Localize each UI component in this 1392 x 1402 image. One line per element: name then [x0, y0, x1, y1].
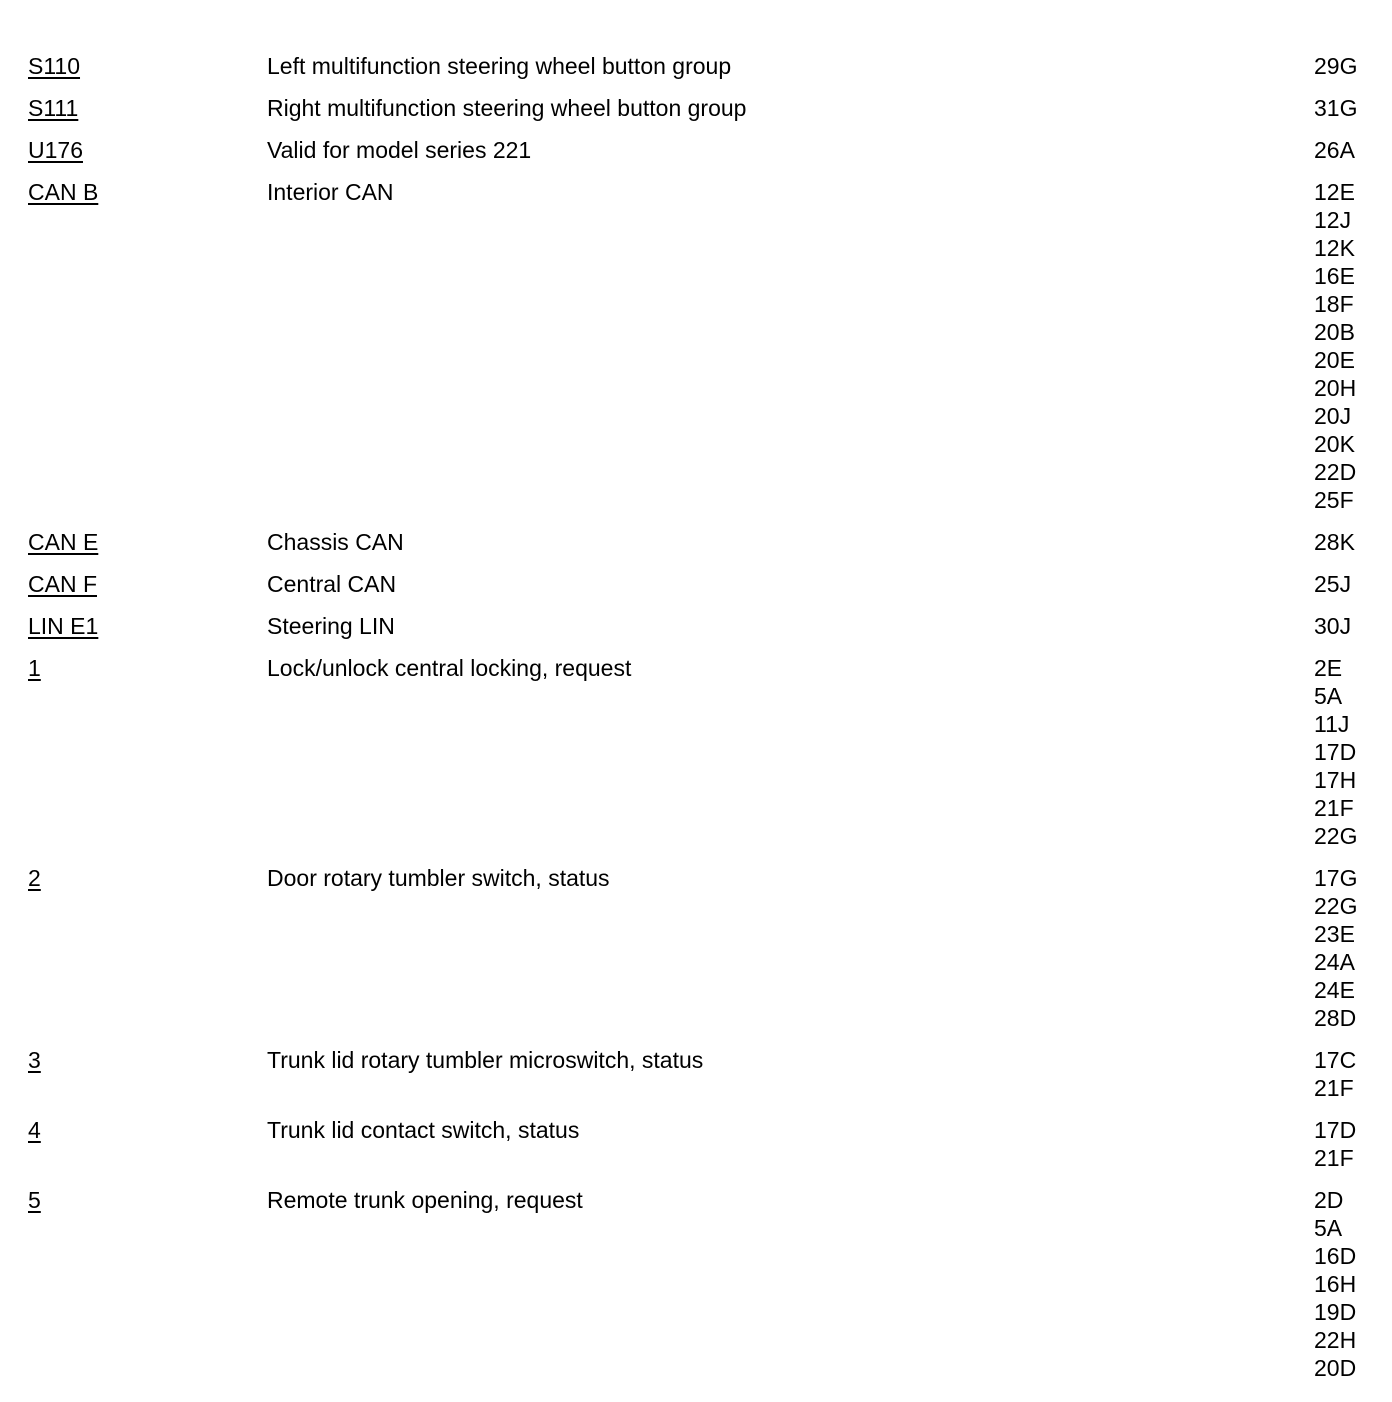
grid-reference-list [1314, 864, 1368, 1032]
grid-reference-list [1314, 52, 1368, 80]
grid-reference: 26A [1314, 137, 1355, 163]
grid-reference: 12J [1314, 207, 1352, 233]
legend-code-link[interactable]: 1 [28, 655, 41, 681]
grid-reference-list [1314, 178, 1368, 514]
grid-reference: 17D [1314, 739, 1357, 765]
legend-entry [28, 1186, 1368, 1382]
legend-description: Trunk lid rotary tumbler microswitch, status [267, 1047, 704, 1073]
grid-reference: 22G [1314, 893, 1358, 919]
grid-reference: 19D [1314, 1299, 1357, 1325]
grid-reference: 16H [1314, 1271, 1357, 1297]
grid-reference: 2D [1314, 1187, 1344, 1213]
legend-entry [28, 654, 1368, 850]
grid-reference-list [1314, 94, 1368, 122]
legend-code-link[interactable]: 5 [28, 1187, 41, 1213]
grid-reference: 21F [1314, 795, 1354, 821]
grid-reference: 22D [1314, 459, 1357, 485]
grid-reference: 28K [1314, 529, 1355, 555]
grid-reference-list [1314, 570, 1368, 598]
legend-entry [28, 178, 1368, 514]
grid-reference-list [1314, 528, 1368, 556]
legend-description: Central CAN [267, 571, 397, 597]
legend-entry [28, 864, 1368, 1032]
legend-description: Remote trunk opening, request [267, 1187, 583, 1213]
grid-reference-list [1314, 136, 1368, 164]
legend-code-link[interactable]: S110 [28, 53, 81, 79]
legend-entry [28, 94, 1368, 122]
legend-entry [28, 52, 1368, 80]
grid-reference-list [1314, 654, 1368, 850]
legend-code-link[interactable]: CAN F [28, 571, 97, 597]
grid-reference: 17H [1314, 767, 1357, 793]
legend-code-link[interactable]: CAN E [28, 529, 99, 555]
legend-entry [28, 1046, 1368, 1102]
grid-reference-list [1314, 1116, 1368, 1172]
legend-entry [28, 1116, 1368, 1172]
legend-description: Chassis CAN [267, 529, 404, 555]
grid-reference: 18F [1314, 291, 1354, 317]
grid-reference: 24A [1314, 949, 1355, 975]
grid-reference: 12K [1314, 235, 1355, 261]
grid-reference: 22H [1314, 1327, 1357, 1353]
legend-code-link[interactable]: U176 [28, 137, 83, 163]
legend-code-link[interactable]: S111 [28, 95, 79, 121]
grid-reference: 22G [1314, 823, 1358, 849]
grid-reference: 5A [1314, 683, 1343, 709]
legend-entry [28, 528, 1368, 556]
legend-description: Steering LIN [267, 613, 395, 639]
legend-description: Valid for model series 221 [267, 137, 532, 163]
legend-entry [28, 136, 1368, 164]
grid-reference-list [1314, 612, 1368, 640]
grid-reference: 21F [1314, 1075, 1354, 1101]
grid-reference: 24E [1314, 977, 1355, 1003]
legend-description: Trunk lid contact switch, status [267, 1117, 580, 1143]
grid-reference: 20H [1314, 375, 1357, 401]
legend-description: Lock/unlock central locking, request [267, 655, 632, 681]
grid-reference: 17D [1314, 1117, 1357, 1143]
grid-reference: 30J [1314, 613, 1352, 639]
legend-code-link[interactable]: LIN E1 [28, 613, 99, 639]
grid-reference: 17C [1314, 1047, 1357, 1073]
legend-table [28, 52, 1368, 1396]
grid-reference: 25F [1314, 487, 1354, 513]
grid-reference: 12E [1314, 179, 1355, 205]
grid-reference: 25J [1314, 571, 1352, 597]
grid-reference: 20J [1314, 403, 1352, 429]
legend-description: Left multifunction steering wheel button group [267, 53, 732, 79]
legend-entry [28, 570, 1368, 598]
grid-reference: 16E [1314, 263, 1355, 289]
legend-description: Door rotary tumbler switch, status [267, 865, 610, 891]
grid-reference: 28D [1314, 1005, 1357, 1031]
legend-code-link[interactable]: 2 [28, 865, 41, 891]
legend-code-link[interactable]: CAN B [28, 179, 99, 205]
grid-reference: 20B [1314, 319, 1355, 345]
grid-reference: 17G [1314, 865, 1358, 891]
legend-description: Interior CAN [267, 179, 394, 205]
grid-reference: 31G [1314, 95, 1358, 121]
legend-code-link[interactable]: 4 [28, 1117, 41, 1143]
legend-entry [28, 612, 1368, 640]
legend-code-link[interactable]: 3 [28, 1047, 41, 1073]
grid-reference: 20E [1314, 347, 1355, 373]
grid-reference: 20D [1314, 1355, 1357, 1381]
grid-reference-list [1314, 1046, 1368, 1102]
grid-reference: 2E [1314, 655, 1343, 681]
legend-description: Right multifunction steering wheel button group [267, 95, 747, 121]
grid-reference: 11J [1314, 711, 1350, 737]
grid-reference: 29G [1314, 53, 1358, 79]
grid-reference: 5A [1314, 1215, 1343, 1241]
grid-reference: 23E [1314, 921, 1355, 947]
grid-reference: 20K [1314, 431, 1355, 457]
grid-reference: 21F [1314, 1145, 1354, 1171]
grid-reference: 16D [1314, 1243, 1357, 1269]
grid-reference-list [1314, 1186, 1368, 1382]
